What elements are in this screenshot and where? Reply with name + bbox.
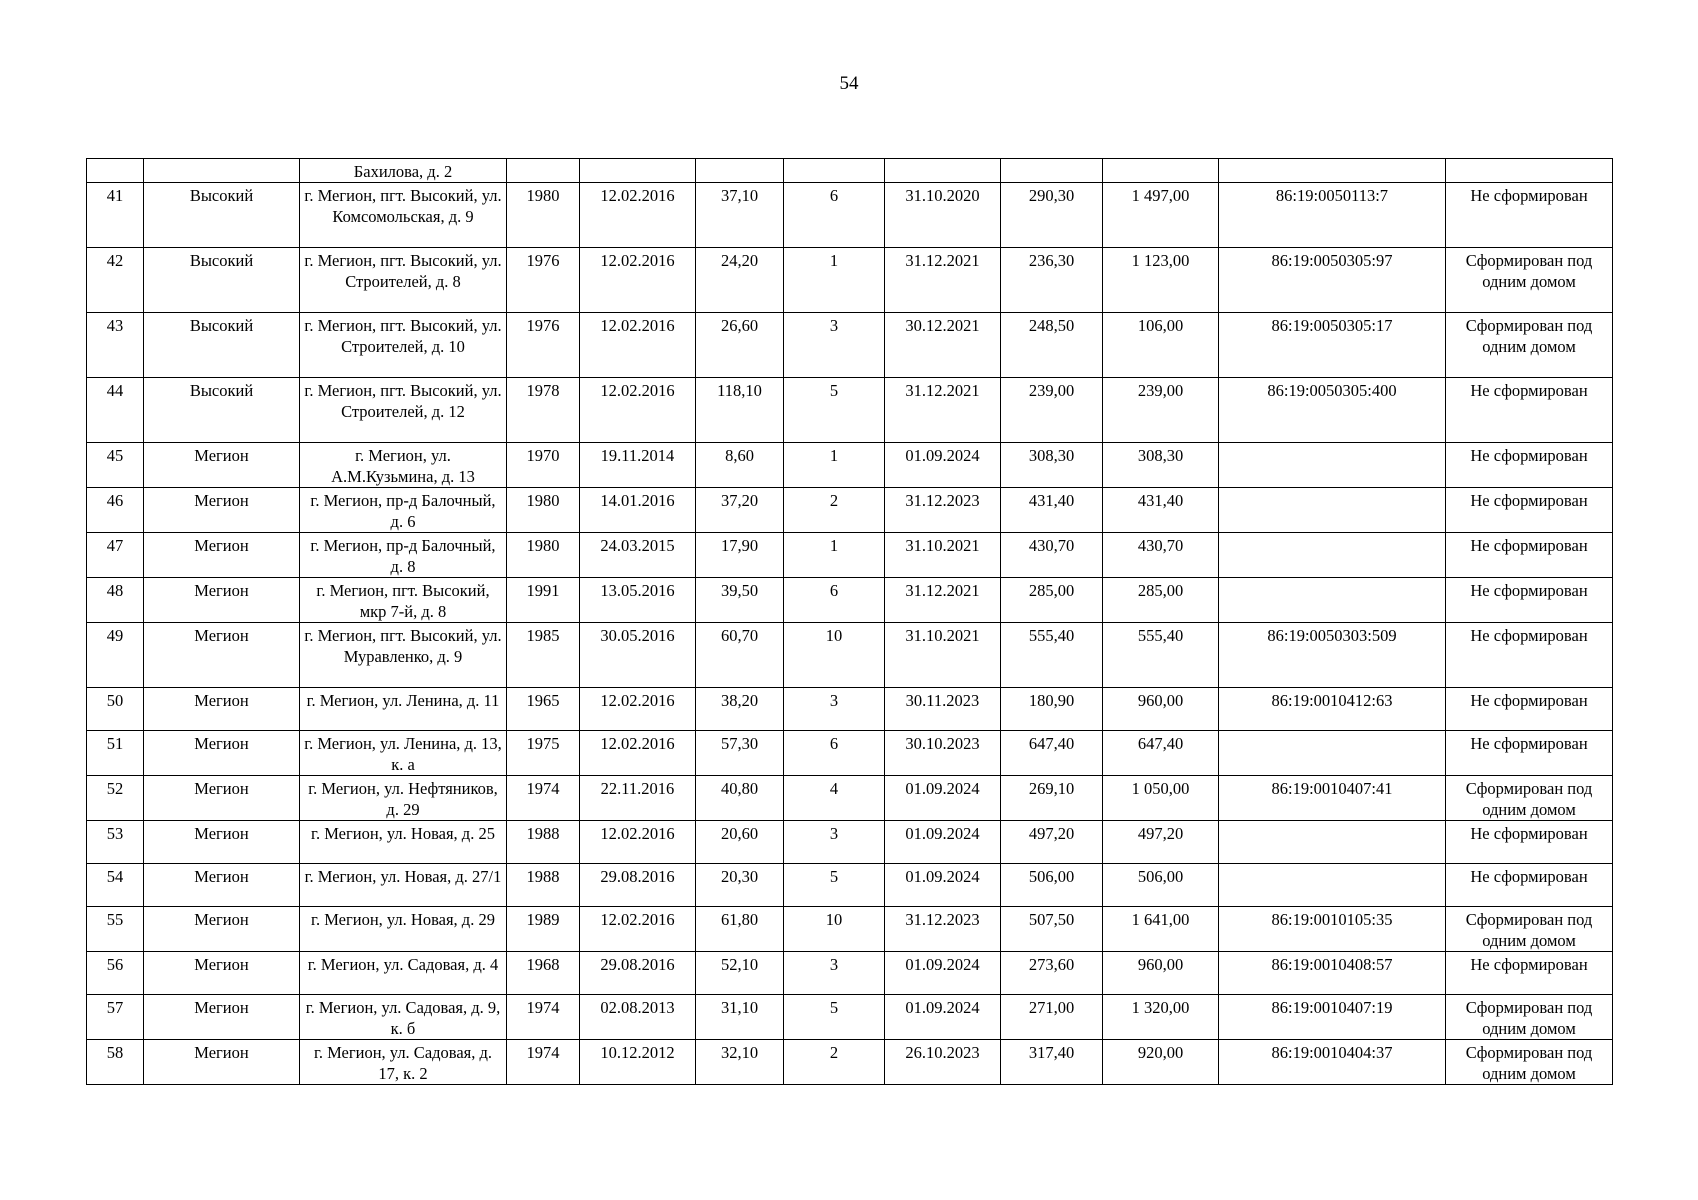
land-area-cell: 1 497,00 (1103, 183, 1219, 248)
land-area-cell: 239,00 (1103, 378, 1219, 443)
table-row (87, 443, 1613, 488)
land-area-cell: 285,00 (1103, 578, 1219, 623)
area-cell: 31,10 (696, 995, 784, 1040)
area-total-cell: 647,40 (1001, 731, 1103, 776)
residents-count-cell: 5 (784, 995, 885, 1040)
row-number-cell: 48 (87, 578, 144, 623)
land-area-cell: 1 320,00 (1103, 995, 1219, 1040)
land-area-cell: 920,00 (1103, 1040, 1219, 1085)
locality-cell: Высокий (144, 248, 300, 313)
land-status-cell: Не сформирован (1446, 952, 1613, 995)
row-number-cell: 46 (87, 488, 144, 533)
residents-count-cell: 2 (784, 1040, 885, 1085)
resettlement-date-cell: 30.12.2021 (885, 313, 1001, 378)
resettlement-date-cell: 30.10.2023 (885, 731, 1001, 776)
resettlement-date-cell: 31.12.2021 (885, 378, 1001, 443)
address-cell: г. Мегион, ул. Садовая, д. 4 (300, 952, 507, 995)
address-cell: г. Мегион, ул. Ленина, д. 13, к. а (300, 731, 507, 776)
address-cell: г. Мегион, пр-д Балочный, д. 8 (300, 533, 507, 578)
land-status-cell: Сформирован под одним домом (1446, 995, 1613, 1040)
area-cell: 24,20 (696, 248, 784, 313)
area-cell: 57,30 (696, 731, 784, 776)
land-area-cell: 1 123,00 (1103, 248, 1219, 313)
table-row (87, 907, 1613, 952)
land-area-cell: 1 050,00 (1103, 776, 1219, 821)
land-area-cell: 1 641,00 (1103, 907, 1219, 952)
land-area-cell: 960,00 (1103, 952, 1219, 995)
table-row (87, 1040, 1613, 1085)
recognition-date-cell: 24.03.2015 (580, 533, 696, 578)
recognition-date-cell: 29.08.2016 (580, 864, 696, 907)
area-cell: 60,70 (696, 623, 784, 688)
recognition-date-cell: 12.02.2016 (580, 688, 696, 731)
area-total-cell: 507,50 (1001, 907, 1103, 952)
resettlement-date-cell: 30.11.2023 (885, 688, 1001, 731)
area-total-cell: 248,50 (1001, 313, 1103, 378)
land-status-cell: Не сформирован (1446, 443, 1613, 488)
residents-count-cell: 5 (784, 378, 885, 443)
cadastral-number-cell (1219, 864, 1446, 907)
area-cell: 37,20 (696, 488, 784, 533)
area-cell: 40,80 (696, 776, 784, 821)
land-status-cell: Не сформирован (1446, 183, 1613, 248)
resettlement-date-cell (885, 159, 1001, 183)
residents-count-cell: 3 (784, 313, 885, 378)
address-cell: г. Мегион, ул. Садовая, д. 17, к. 2 (300, 1040, 507, 1085)
table-row (87, 578, 1613, 623)
cadastral-number-cell (1219, 159, 1446, 183)
land-status-cell: Не сформирован (1446, 578, 1613, 623)
year-built-cell: 1965 (507, 688, 580, 731)
cadastral-number-cell (1219, 443, 1446, 488)
area-cell: 32,10 (696, 1040, 784, 1085)
year-built-cell: 1974 (507, 1040, 580, 1085)
land-area-cell: 960,00 (1103, 688, 1219, 731)
locality-cell: Мегион (144, 688, 300, 731)
recognition-date-cell: 02.08.2013 (580, 995, 696, 1040)
recognition-date-cell: 12.02.2016 (580, 731, 696, 776)
area-cell: 37,10 (696, 183, 784, 248)
table-row (87, 821, 1613, 864)
residents-count-cell: 6 (784, 578, 885, 623)
address-cell: г. Мегион, ул. Новая, д. 27/1 (300, 864, 507, 907)
table-row (87, 248, 1613, 313)
recognition-date-cell: 12.02.2016 (580, 378, 696, 443)
year-built-cell: 1974 (507, 995, 580, 1040)
resettlement-date-cell: 01.09.2024 (885, 776, 1001, 821)
land-status-cell: Не сформирован (1446, 533, 1613, 578)
area-cell: 39,50 (696, 578, 784, 623)
cadastral-number-cell: 86:19:0010412:63 (1219, 688, 1446, 731)
land-status-cell: Сформирован под одним домом (1446, 907, 1613, 952)
residents-count-cell: 1 (784, 248, 885, 313)
row-number-cell: 49 (87, 623, 144, 688)
row-number-cell: 52 (87, 776, 144, 821)
table-row (87, 864, 1613, 907)
year-built-cell: 1975 (507, 731, 580, 776)
land-area-cell: 431,40 (1103, 488, 1219, 533)
resettlement-date-cell: 01.09.2024 (885, 952, 1001, 995)
year-built-cell: 1970 (507, 443, 580, 488)
row-number-cell: 50 (87, 688, 144, 731)
area-total-cell: 273,60 (1001, 952, 1103, 995)
area-total-cell: 308,30 (1001, 443, 1103, 488)
row-number-cell: 42 (87, 248, 144, 313)
area-cell: 61,80 (696, 907, 784, 952)
year-built-cell: 1976 (507, 313, 580, 378)
residents-count-cell: 3 (784, 821, 885, 864)
resettlement-date-cell: 31.10.2021 (885, 533, 1001, 578)
registry-body (87, 159, 1613, 1085)
land-area-cell: 106,00 (1103, 313, 1219, 378)
resettlement-date-cell: 26.10.2023 (885, 1040, 1001, 1085)
cadastral-number-cell: 86:19:0050305:97 (1219, 248, 1446, 313)
land-status-cell: Сформирован под одним домом (1446, 248, 1613, 313)
cadastral-number-cell: 86:19:0010105:35 (1219, 907, 1446, 952)
land-area-cell: 308,30 (1103, 443, 1219, 488)
address-cell: г. Мегион, ул. Ленина, д. 11 (300, 688, 507, 731)
recognition-date-cell: 12.02.2016 (580, 907, 696, 952)
residents-count-cell: 5 (784, 864, 885, 907)
address-cell: г. Мегион, пгт. Высокий, ул. Комсомольская, д. 9 (300, 183, 507, 248)
row-number-cell (87, 159, 144, 183)
area-total-cell: 269,10 (1001, 776, 1103, 821)
year-built-cell: 1978 (507, 378, 580, 443)
residents-count-cell: 10 (784, 907, 885, 952)
row-number-cell: 54 (87, 864, 144, 907)
year-built-cell: 1980 (507, 533, 580, 578)
resettlement-date-cell: 31.12.2021 (885, 248, 1001, 313)
cadastral-number-cell (1219, 533, 1446, 578)
area-total-cell: 285,00 (1001, 578, 1103, 623)
residents-count-cell: 6 (784, 731, 885, 776)
land-status-cell: Сформирован под одним домом (1446, 776, 1613, 821)
area-cell: 118,10 (696, 378, 784, 443)
recognition-date-cell: 10.12.2012 (580, 1040, 696, 1085)
address-cell: г. Мегион, пгт. Высокий, ул. Строителей, д. 12 (300, 378, 507, 443)
address-cell: г. Мегион, пр-д Балочный, д. 6 (300, 488, 507, 533)
address-cell: г. Мегион, пгт. Высокий, ул. Муравленко, д. 9 (300, 623, 507, 688)
cadastral-number-cell (1219, 578, 1446, 623)
year-built-cell: 1980 (507, 488, 580, 533)
address-cell: г. Мегион, ул. Нефтяников, д. 29 (300, 776, 507, 821)
locality-cell: Мегион (144, 995, 300, 1040)
row-number-cell: 57 (87, 995, 144, 1040)
row-number-cell: 56 (87, 952, 144, 995)
resettlement-date-cell: 31.10.2021 (885, 623, 1001, 688)
recognition-date-cell: 12.02.2016 (580, 313, 696, 378)
locality-cell: Мегион (144, 1040, 300, 1085)
locality-cell: Мегион (144, 907, 300, 952)
recognition-date-cell: 30.05.2016 (580, 623, 696, 688)
resettlement-date-cell: 31.12.2021 (885, 578, 1001, 623)
cadastral-number-cell: 86:19:0010404:37 (1219, 1040, 1446, 1085)
recognition-date-cell: 29.08.2016 (580, 952, 696, 995)
row-number-cell: 44 (87, 378, 144, 443)
area-total-cell (1001, 159, 1103, 183)
area-cell (696, 159, 784, 183)
year-built-cell: 1988 (507, 821, 580, 864)
area-cell: 8,60 (696, 443, 784, 488)
address-cell: г. Мегион, ул. Новая, д. 25 (300, 821, 507, 864)
year-built-cell: 1976 (507, 248, 580, 313)
locality-cell: Мегион (144, 443, 300, 488)
area-total-cell: 317,40 (1001, 1040, 1103, 1085)
land-status-cell (1446, 159, 1613, 183)
locality-cell: Мегион (144, 578, 300, 623)
cadastral-number-cell (1219, 821, 1446, 864)
row-number-cell: 47 (87, 533, 144, 578)
land-area-cell: 497,20 (1103, 821, 1219, 864)
area-cell: 52,10 (696, 952, 784, 995)
recognition-date-cell: 19.11.2014 (580, 443, 696, 488)
cadastral-number-cell (1219, 488, 1446, 533)
land-status-cell: Не сформирован (1446, 688, 1613, 731)
resettlement-date-cell: 31.10.2020 (885, 183, 1001, 248)
locality-cell: Мегион (144, 731, 300, 776)
land-area-cell (1103, 159, 1219, 183)
cadastral-number-cell: 86:19:0050303:509 (1219, 623, 1446, 688)
cadastral-number-cell (1219, 731, 1446, 776)
table-row (87, 313, 1613, 378)
resettlement-date-cell: 31.12.2023 (885, 488, 1001, 533)
area-total-cell: 431,40 (1001, 488, 1103, 533)
land-status-cell: Не сформирован (1446, 623, 1613, 688)
locality-cell: Высокий (144, 313, 300, 378)
table-row (87, 378, 1613, 443)
locality-cell: Мегион (144, 776, 300, 821)
land-area-cell: 506,00 (1103, 864, 1219, 907)
residents-count-cell: 10 (784, 623, 885, 688)
resettlement-date-cell: 01.09.2024 (885, 995, 1001, 1040)
land-status-cell: Не сформирован (1446, 731, 1613, 776)
address-cell: г. Мегион, пгт. Высокий, ул. Строителей, д. 8 (300, 248, 507, 313)
land-area-cell: 555,40 (1103, 623, 1219, 688)
area-total-cell: 239,00 (1001, 378, 1103, 443)
table-row (87, 623, 1613, 688)
address-cell: г. Мегион, пгт. Высокий, ул. Строителей, д. 10 (300, 313, 507, 378)
area-total-cell: 430,70 (1001, 533, 1103, 578)
address-cell: г. Мегион, ул. Новая, д. 29 (300, 907, 507, 952)
year-built-cell: 1991 (507, 578, 580, 623)
area-total-cell: 180,90 (1001, 688, 1103, 731)
row-number-cell: 43 (87, 313, 144, 378)
locality-cell: Мегион (144, 864, 300, 907)
residents-count-cell: 1 (784, 443, 885, 488)
area-total-cell: 290,30 (1001, 183, 1103, 248)
recognition-date-cell: 14.01.2016 (580, 488, 696, 533)
table-row (87, 952, 1613, 995)
locality-cell: Мегион (144, 488, 300, 533)
year-built-cell: 1968 (507, 952, 580, 995)
row-number-cell: 55 (87, 907, 144, 952)
address-cell: г. Мегион, ул. А.М.Кузьмина, д. 13 (300, 443, 507, 488)
residents-count-cell: 3 (784, 952, 885, 995)
row-number-cell: 58 (87, 1040, 144, 1085)
locality-cell (144, 159, 300, 183)
address-cell: Бахилова, д. 2 (300, 159, 507, 183)
recognition-date-cell: 22.11.2016 (580, 776, 696, 821)
row-number-cell: 41 (87, 183, 144, 248)
resettlement-date-cell: 01.09.2024 (885, 443, 1001, 488)
cadastral-number-cell: 86:19:0050305:400 (1219, 378, 1446, 443)
year-built-cell: 1989 (507, 907, 580, 952)
continuation-row (87, 159, 1613, 183)
locality-cell: Мегион (144, 623, 300, 688)
row-number-cell: 45 (87, 443, 144, 488)
resettlement-date-cell: 01.09.2024 (885, 821, 1001, 864)
recognition-date-cell (580, 159, 696, 183)
table-row (87, 776, 1613, 821)
table-row (87, 183, 1613, 248)
row-number-cell: 53 (87, 821, 144, 864)
locality-cell: Высокий (144, 378, 300, 443)
locality-cell: Высокий (144, 183, 300, 248)
area-total-cell: 555,40 (1001, 623, 1103, 688)
year-built-cell: 1974 (507, 776, 580, 821)
residents-count-cell: 1 (784, 533, 885, 578)
cadastral-number-cell: 86:19:0050305:17 (1219, 313, 1446, 378)
locality-cell: Мегион (144, 533, 300, 578)
table-row (87, 533, 1613, 578)
table-row (87, 995, 1613, 1040)
land-status-cell: Не сформирован (1446, 821, 1613, 864)
page-number: 54 (839, 73, 859, 94)
land-status-cell: Сформирован под одним домом (1446, 1040, 1613, 1085)
area-total-cell: 497,20 (1001, 821, 1103, 864)
address-cell: г. Мегион, ул. Садовая, д. 9, к. б (300, 995, 507, 1040)
locality-cell: Мегион (144, 821, 300, 864)
cadastral-number-cell: 86:19:0010408:57 (1219, 952, 1446, 995)
area-cell: 26,60 (696, 313, 784, 378)
year-built-cell: 1988 (507, 864, 580, 907)
recognition-date-cell: 13.05.2016 (580, 578, 696, 623)
resettlement-date-cell: 31.12.2023 (885, 907, 1001, 952)
resettlement-date-cell: 01.09.2024 (885, 864, 1001, 907)
table-row (87, 488, 1613, 533)
recognition-date-cell: 12.02.2016 (580, 183, 696, 248)
table-row (87, 731, 1613, 776)
area-cell: 20,60 (696, 821, 784, 864)
cadastral-number-cell: 86:19:0010407:41 (1219, 776, 1446, 821)
residents-count-cell: 6 (784, 183, 885, 248)
residents-count-cell (784, 159, 885, 183)
area-total-cell: 236,30 (1001, 248, 1103, 313)
area-cell: 20,30 (696, 864, 784, 907)
land-status-cell: Не сформирован (1446, 488, 1613, 533)
area-total-cell: 271,00 (1001, 995, 1103, 1040)
cadastral-number-cell: 86:19:0050113:7 (1219, 183, 1446, 248)
year-built-cell: 1980 (507, 183, 580, 248)
housing-registry-table (86, 158, 1613, 1085)
land-area-cell: 430,70 (1103, 533, 1219, 578)
table-row (87, 688, 1613, 731)
land-status-cell: Не сформирован (1446, 378, 1613, 443)
row-number-cell: 51 (87, 731, 144, 776)
year-built-cell (507, 159, 580, 183)
residents-count-cell: 3 (784, 688, 885, 731)
year-built-cell: 1985 (507, 623, 580, 688)
land-status-cell: Сформирован под одним домом (1446, 313, 1613, 378)
residents-count-cell: 4 (784, 776, 885, 821)
land-status-cell: Не сформирован (1446, 864, 1613, 907)
locality-cell: Мегион (144, 952, 300, 995)
land-area-cell: 647,40 (1103, 731, 1219, 776)
area-cell: 17,90 (696, 533, 784, 578)
residents-count-cell: 2 (784, 488, 885, 533)
address-cell: г. Мегион, пгт. Высокий, мкр 7-й, д. 8 (300, 578, 507, 623)
area-total-cell: 506,00 (1001, 864, 1103, 907)
recognition-date-cell: 12.02.2016 (580, 248, 696, 313)
recognition-date-cell: 12.02.2016 (580, 821, 696, 864)
area-cell: 38,20 (696, 688, 784, 731)
cadastral-number-cell: 86:19:0010407:19 (1219, 995, 1446, 1040)
